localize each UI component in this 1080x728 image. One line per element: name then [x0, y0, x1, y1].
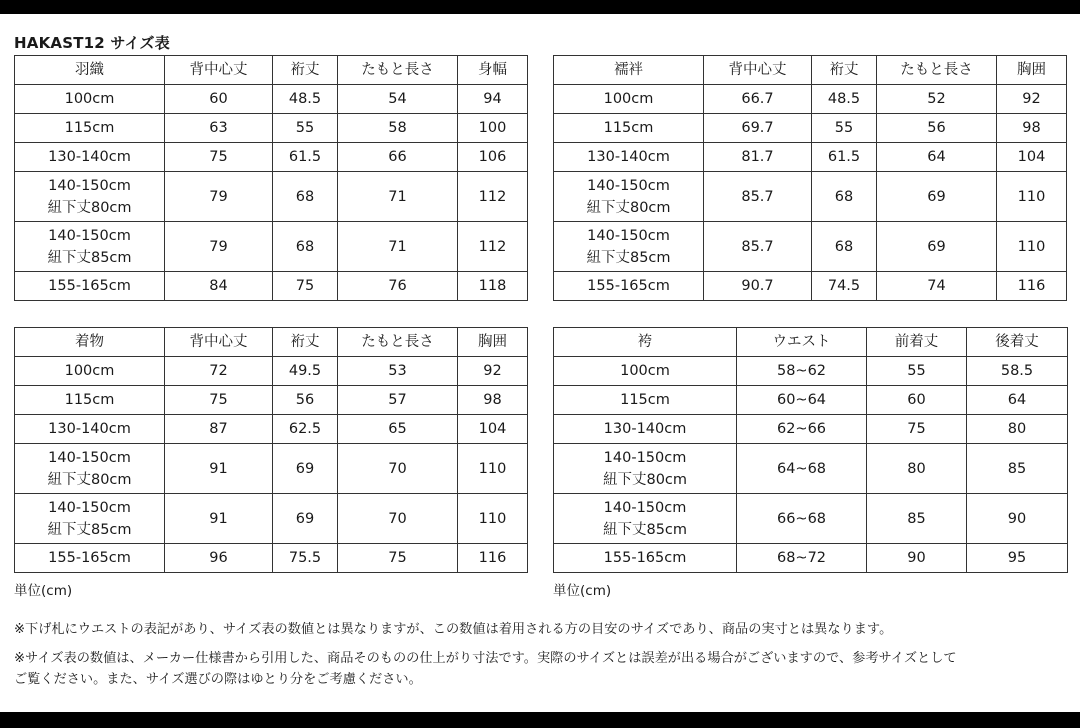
size-cell — [554, 222, 704, 272]
size-cell — [15, 357, 165, 386]
size-label: 115cm — [64, 120, 115, 136]
measurement-cell: 92 — [997, 85, 1067, 114]
table-header-row — [554, 328, 1068, 357]
size-cell — [554, 415, 737, 444]
measurement-cell: 68 — [273, 222, 338, 272]
measurement-cell: 69 — [273, 444, 338, 494]
measurement-cell: 112 — [458, 222, 528, 272]
measurement-cell: 55 — [273, 114, 338, 143]
measurement-cell: 75 — [867, 415, 967, 444]
measurement-cell: 53 — [338, 357, 458, 386]
measurement-cell: 116 — [458, 544, 528, 573]
column-header: 身幅 — [458, 56, 528, 85]
size-label: 115cm — [603, 120, 654, 136]
table-row — [554, 494, 1068, 544]
measurement-cell: 80 — [967, 415, 1068, 444]
garment-name-header: 襦袢 — [554, 56, 704, 85]
size-cell — [15, 386, 165, 415]
column-header: 背中心丈 — [704, 56, 812, 85]
table-row — [15, 386, 528, 415]
cord-length-note: 紐下丈80cm — [47, 471, 132, 488]
size-cell — [15, 114, 165, 143]
measurement-cell: 106 — [458, 143, 528, 172]
measurement-cell: 75 — [165, 386, 273, 415]
size-label: 140-150cm — [48, 499, 131, 516]
table-row — [554, 114, 1067, 143]
table-row — [554, 415, 1068, 444]
size-cell — [554, 85, 704, 114]
table-row — [15, 172, 528, 222]
size-cell — [554, 114, 704, 143]
measurement-cell: 70 — [338, 444, 458, 494]
table-row — [554, 386, 1068, 415]
measurement-cell: 55 — [812, 114, 877, 143]
size-label: 100cm — [64, 91, 115, 107]
measurement-cell: 69 — [877, 172, 997, 222]
measurement-cell: 75.5 — [273, 544, 338, 573]
measurement-cell: 57 — [338, 386, 458, 415]
table-row — [15, 357, 528, 386]
column-header: 胸囲 — [997, 56, 1067, 85]
size-chart-sheet — [0, 14, 1080, 712]
measurement-cell: 92 — [458, 357, 528, 386]
measurement-cell: 96 — [165, 544, 273, 573]
table-row — [15, 494, 528, 544]
measurement-cell: 66.7 — [704, 85, 812, 114]
garment-name-header: 羽織 — [15, 56, 165, 85]
garment-name-header: 着物 — [15, 328, 165, 357]
column-header: 裄丈 — [273, 56, 338, 85]
size-label: 155-165cm — [603, 550, 687, 566]
measurement-cell: 69 — [877, 222, 997, 272]
measurement-cell: 110 — [458, 444, 528, 494]
size-label: 140-150cm — [603, 499, 687, 516]
size-cell — [554, 386, 737, 415]
size-cell — [15, 415, 165, 444]
measurement-cell: 48.5 — [812, 85, 877, 114]
column-header: 前着丈 — [867, 328, 967, 357]
unit-label-right: 単位(cm) — [553, 583, 612, 599]
measurement-cell: 71 — [338, 172, 458, 222]
size-cell — [15, 272, 165, 301]
measurement-cell: 118 — [458, 272, 528, 301]
size-label: 100cm — [64, 363, 115, 379]
measurement-cell: 90.7 — [704, 272, 812, 301]
size-cell — [15, 444, 165, 494]
size-label: 155-165cm — [587, 278, 670, 294]
measurement-cell: 116 — [997, 272, 1067, 301]
table-row — [15, 415, 528, 444]
column-header: 胸囲 — [458, 328, 528, 357]
size-label: 155-165cm — [48, 278, 131, 294]
column-header: 後着丈 — [967, 328, 1068, 357]
size-label: 130-140cm — [48, 421, 131, 437]
measurement-cell: 66 — [338, 143, 458, 172]
measurement-cell: 68~72 — [737, 544, 867, 573]
size-cell — [554, 272, 704, 301]
measurement-cell: 64 — [877, 143, 997, 172]
measurement-cell: 61.5 — [273, 143, 338, 172]
cord-length-note: 紐下丈80cm — [586, 199, 671, 216]
table-header-row — [554, 56, 1067, 85]
size-cell — [15, 172, 165, 222]
measurement-cell: 85 — [967, 444, 1068, 494]
size-label: 155-165cm — [48, 550, 131, 566]
size-label: 140-150cm — [587, 227, 670, 244]
measurement-cell: 110 — [997, 172, 1067, 222]
cord-length-note: 紐下丈85cm — [47, 249, 132, 266]
measurement-cell: 91 — [165, 494, 273, 544]
size-label: 100cm — [620, 363, 670, 379]
size-label: 140-150cm — [48, 177, 131, 194]
table-row — [15, 544, 528, 573]
column-header: たもと長さ — [338, 328, 458, 357]
measurement-cell: 55 — [867, 357, 967, 386]
measurement-cell: 49.5 — [273, 357, 338, 386]
measurement-cell: 75 — [338, 544, 458, 573]
measurement-cell: 70 — [338, 494, 458, 544]
measurement-cell: 90 — [867, 544, 967, 573]
measurement-cell: 80 — [867, 444, 967, 494]
kimono-size-table — [14, 327, 528, 573]
measurement-cell: 110 — [997, 222, 1067, 272]
size-cell — [15, 494, 165, 544]
measurement-cell: 104 — [458, 415, 528, 444]
size-label: 140-150cm — [48, 449, 131, 466]
measurement-cell: 52 — [877, 85, 997, 114]
measurement-cell: 98 — [458, 386, 528, 415]
size-cell — [15, 85, 165, 114]
measurement-cell: 84 — [165, 272, 273, 301]
table-row — [15, 444, 528, 494]
measurement-cell: 60 — [165, 85, 273, 114]
note-waist-tag: ※下げ札にウエストの表記があり、サイズ表の数値とは異なりますが、この数値は着用される方の目安のサイズであり、商品の実寸とは異なります。 — [14, 622, 893, 637]
measurement-cell: 74 — [877, 272, 997, 301]
measurement-cell: 48.5 — [273, 85, 338, 114]
size-cell — [554, 544, 737, 573]
column-header: たもと長さ — [338, 56, 458, 85]
measurement-cell: 69.7 — [704, 114, 812, 143]
measurement-cell: 65 — [338, 415, 458, 444]
measurement-cell: 62.5 — [273, 415, 338, 444]
measurement-cell: 56 — [877, 114, 997, 143]
measurement-cell: 91 — [165, 444, 273, 494]
note-measurement-line-2: ご覧ください。また、サイズ選びの際はゆとり分をご考慮ください。 — [14, 672, 422, 687]
measurement-cell: 56 — [273, 386, 338, 415]
cord-length-note: 紐下丈85cm — [47, 521, 132, 538]
table-row — [554, 85, 1067, 114]
table-row — [15, 85, 528, 114]
measurement-cell: 68 — [812, 172, 877, 222]
table-header-row — [15, 328, 528, 357]
measurement-cell: 69 — [273, 494, 338, 544]
cord-length-note: 紐下丈85cm — [602, 521, 688, 538]
measurement-cell: 68 — [812, 222, 877, 272]
size-label: 140-150cm — [587, 177, 670, 194]
measurement-cell: 110 — [458, 494, 528, 544]
size-label: 115cm — [64, 392, 115, 408]
measurement-cell: 75 — [273, 272, 338, 301]
size-cell — [554, 172, 704, 222]
column-header: 裄丈 — [273, 328, 338, 357]
measurement-cell: 71 — [338, 222, 458, 272]
size-cell — [15, 222, 165, 272]
size-cell — [15, 544, 165, 573]
measurement-cell: 58~62 — [737, 357, 867, 386]
measurement-cell: 76 — [338, 272, 458, 301]
measurement-cell: 100 — [458, 114, 528, 143]
measurement-cell: 62~66 — [737, 415, 867, 444]
column-header: たもと長さ — [877, 56, 997, 85]
size-cell — [554, 357, 737, 386]
table-row — [15, 114, 528, 143]
measurement-cell: 85.7 — [704, 222, 812, 272]
measurement-cell: 60~64 — [737, 386, 867, 415]
table-row — [15, 143, 528, 172]
measurement-cell: 68 — [273, 172, 338, 222]
hakama-size-table — [553, 327, 1068, 573]
measurement-cell: 112 — [458, 172, 528, 222]
table-header-row — [15, 56, 528, 85]
size-label: 100cm — [603, 91, 654, 107]
measurement-cell: 66~68 — [737, 494, 867, 544]
juban-size-table — [553, 55, 1067, 301]
haori-size-table — [14, 55, 528, 301]
table-row — [554, 222, 1067, 272]
measurement-cell: 85.7 — [704, 172, 812, 222]
measurement-cell: 87 — [165, 415, 273, 444]
measurement-cell: 85 — [867, 494, 967, 544]
note-measurement-line-1: ※サイズ表の数値は、メーカー仕様書から引用した、商品そのものの仕上がり寸法です。実際のサイズとは誤差が出る場合がございますので、参考サイズとして — [14, 651, 957, 666]
measurement-cell: 95 — [967, 544, 1068, 573]
measurement-cell: 79 — [165, 222, 273, 272]
size-label: 130-140cm — [587, 149, 670, 165]
garment-name-header: 袴 — [554, 328, 737, 357]
size-label: 130-140cm — [48, 149, 131, 165]
measurement-cell: 58 — [338, 114, 458, 143]
size-label: 130-140cm — [603, 421, 687, 437]
table-row — [554, 143, 1067, 172]
column-header: 背中心丈 — [165, 328, 273, 357]
measurement-cell: 98 — [997, 114, 1067, 143]
measurement-cell: 58.5 — [967, 357, 1068, 386]
column-header: ウエスト — [737, 328, 867, 357]
table-row — [15, 222, 528, 272]
table-row — [554, 357, 1068, 386]
size-cell — [15, 143, 165, 172]
measurement-cell: 60 — [867, 386, 967, 415]
measurement-cell: 79 — [165, 172, 273, 222]
measurement-cell: 54 — [338, 85, 458, 114]
measurement-cell: 94 — [458, 85, 528, 114]
measurement-cell: 63 — [165, 114, 273, 143]
measurement-cell: 81.7 — [704, 143, 812, 172]
column-header: 背中心丈 — [165, 56, 273, 85]
size-cell — [554, 494, 737, 544]
size-cell — [554, 143, 704, 172]
size-label: 140-150cm — [603, 449, 687, 466]
cord-length-note: 紐下丈80cm — [602, 471, 688, 488]
table-row — [15, 272, 528, 301]
measurement-cell: 75 — [165, 143, 273, 172]
size-label: 115cm — [620, 392, 670, 408]
measurement-cell: 74.5 — [812, 272, 877, 301]
unit-label-left: 単位(cm) — [14, 583, 73, 599]
table-row — [554, 172, 1067, 222]
measurement-cell: 72 — [165, 357, 273, 386]
measurement-cell: 104 — [997, 143, 1067, 172]
measurement-cell: 64 — [967, 386, 1068, 415]
table-row — [554, 544, 1068, 573]
table-row — [554, 272, 1067, 301]
size-label: 140-150cm — [48, 227, 131, 244]
measurement-cell: 90 — [967, 494, 1068, 544]
page-title: HAKAST12 サイズ表 — [14, 34, 170, 52]
size-cell — [554, 444, 737, 494]
table-row — [554, 444, 1068, 494]
cord-length-note: 紐下丈80cm — [47, 199, 132, 216]
measurement-cell: 64~68 — [737, 444, 867, 494]
measurement-cell: 61.5 — [812, 143, 877, 172]
cord-length-note: 紐下丈85cm — [586, 249, 671, 266]
column-header: 裄丈 — [812, 56, 877, 85]
